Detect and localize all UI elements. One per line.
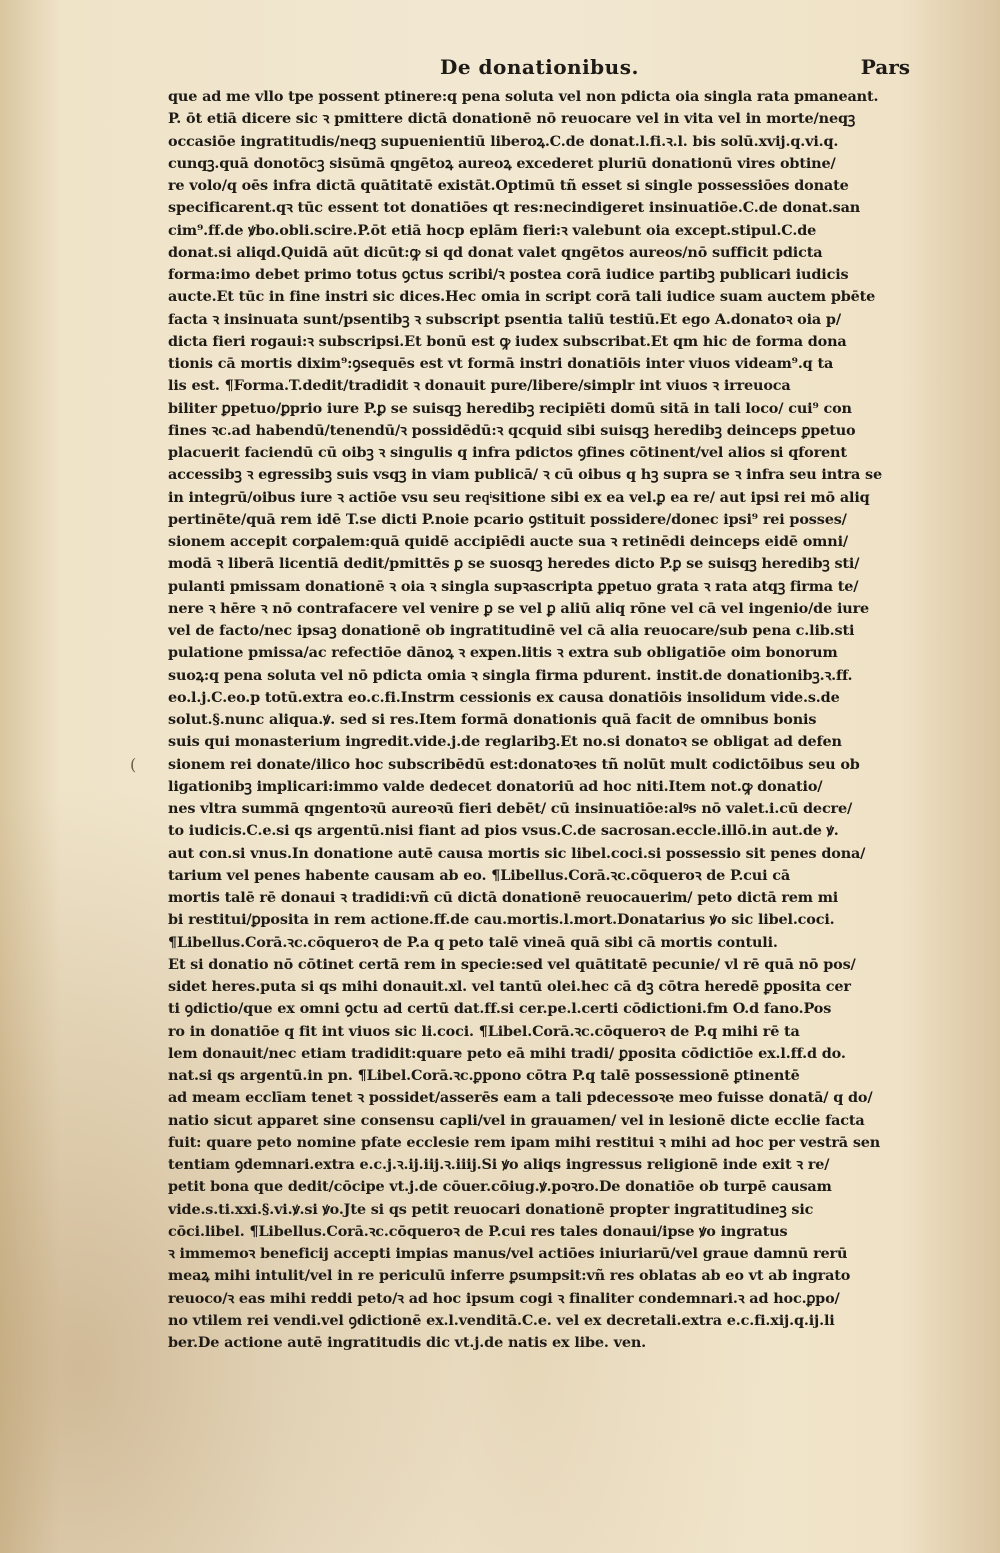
text-line: donat.si aliqd.Quidā aūt dicūt:ꝙ si qd donat valet qngētos aureos/nō sufficit pdicta [168,243,823,261]
text-line: eo.l.j.C.eo.p totū.extra eo.c.fi.Instrm cessionis ex causa donatiōis insolidum vide.s.de [168,688,840,706]
text-line: tionis cā mortis dixim⁹:ꝯsequēs est vt formā instri donatiōis inter viuos videam⁹.q ta [168,355,834,372]
text-line: ꝛ immemoꝛ beneficij accepti impias manus/vel actiōes iniuriarū/vel graue damnū rerū [168,1245,848,1262]
text-line: lem donauit/nec etiam tradidit:quare peto eā mihi tradi/ ꝑposita cōdictiōe ex.l.ff.d do. [168,1044,846,1062]
text-line: ti ꝯdictio/que ex omni ꝯctu ad certū dat.ff.si cer.pe.l.certi cōdictioni.fm O.d fano.Pos [168,1000,832,1018]
text-line: aucte.Et tūc in fine instri sic dices.Hec omia in script corā tali iudice suam auctem pbēte [168,288,876,306]
text-line: cunqꝫ.quā donotōcꝫ sisūmā qngētoꝝ aureoꝝ excederet pluriū donationū vires obtine/ [168,154,836,172]
text-line: sionem accepit corꝑalem:quā quidē accipiēdi aucte sua ꝛ retinēdi deinceps eidē omni/ [168,533,848,550]
text-line: fuit: quare peto nomine pfate ecclesie rem ipam mihi restitui ꝛ mihi ad hoc per vestrā sen [168,1133,881,1151]
text-line: biliter ꝑpetuo/ꝑprio iure P.ꝑ se suisqꝫ heredibꝫ recipiēti domū sitā in tali loco/ cui⁹ con [168,399,852,417]
text-line: pertinēte/quā rem idē T.se dicti P.noie pcario ꝯstituit possidere/donec ipsi⁹ rei posses/ [168,510,847,528]
text-line: to iudicis.C.e.si qs argentū.nisi fiant ad pios vsus.C.de sacrosan.eccle.illō.in aut.de ꝟ. [168,822,839,840]
text-line: fines ꝛc.ad habendū/tenendū/ꝛ possidēdū:ꝛ qcquid sibi suisqꝫ heredibꝫ deinceps ꝑpetuo [168,421,856,439]
text-line: nere ꝛ hēre ꝛ nō contrafacere vel venire ꝑ se vel ꝑ aliū aliq rōne vel cā vel ingenio/de iure [168,599,870,617]
text-line: pulatione pmissa/ac refectiōe dānoꝝ ꝛ expen.litis ꝛ extra sub obligatiōe oim bonorum [168,644,838,662]
text-line: re volo/q oēs infra dictā quātitatē existāt.Optimū tñ esset si single possessiōes donate [168,177,849,194]
text-line: que ad me vllo tpe possent ptinere:q pena soluta vel non pdicta oia singla rata pmaneant. [168,88,879,105]
part-label: Pars [860,55,910,79]
text-line: nat.si qs argentū.in pn. ¶Libel.Corā.ꝛc.ꝑpono cōtra P.q talē possessionē ꝑtinentē [168,1067,800,1084]
text-line: P. ōt etiā dicere sic ꝛ pmittere dictā donationē nō reuocare vel in vita vel in morte/neqꝫ [168,110,856,128]
text-line: ber.De actione autē ingratitudis dic vt.j.de natis ex libe. ven. [168,1334,647,1351]
text-line: ad meam ecclīam tenet ꝛ possidet/asserēs eam a tali pdecessoꝛe meo fuisse donatā/ q do/ [168,1089,873,1107]
text-line: ligationibꝫ implicari:immo valde dedecet donatoriū ad hoc niti.Item not.ꝙ donatio/ [168,777,823,795]
text-line: pulanti pmissam donationē ꝛ oia ꝛ singla supꝛascripta ꝑpetuo grata ꝛ rata atqꝫ firma te/ [168,577,859,595]
text-line: mortis talē rē donaui ꝛ tradidi:vñ cū dictā donationē reuocauerim/ peto dictā rem mi [168,889,839,906]
text-line: suis qui monasterium ingredit.vide.j.de reglaribꝫ.Et no.si donatoꝛ se obligat ad defen [168,733,842,751]
text-line: vel de facto/nec ipsaꝫ donationē ob ingratitudinē vel cā alia reuocare/sub pena c.lib.sti [168,622,855,639]
text-line: sidet heres.puta si qs mihi donauit.xl. vel tantū olei.hec cā dꝫ cōtra heredē ꝑposita cer [168,978,851,995]
running-title: De donationibus. [440,55,639,79]
text-line: placuerit faciendū cū oibꝫ ꝛ singulis q infra pdictos ꝯfines cōtinent/vel alios si qforent [168,444,847,461]
text-line: ro in donatiōe q fit int viuos sic li.coci. ¶Libel.Corā.ꝛc.cōqueroꝛ de P.q mihi rē ta [168,1022,800,1040]
text-line: lis est. ¶Forma.T.dedit/tradidit ꝛ donauit pure/libere/simplr int viuos ꝛ irreuoca [168,377,791,395]
text-line: nes vltra summā qngentoꝛū aureoꝛū fieri debēt/ cū insinuatiōe:alꝰs nō valet.i.cū decre/ [168,800,853,817]
text-line: vide.s.ti.xxi.§.vi.ꝟ.si ꝟo.Jte si qs petit reuocari donationē propter ingratitudineꝫ sic [168,1200,814,1218]
text-line: aut con.si vnus.In donatione autē causa mortis sic libel.coci.si possessio sit penes dona/ [168,844,866,862]
text-line: Et si donatio nō cōtinet certā rem in specie:sed vel quātitatē pecunie/ vl rē quā nō pos/ [168,955,856,973]
text-line: accessibꝫ ꝛ egressibꝫ suis vsqꝫ in viam publicā/ ꝛ cū oibus q hꝫ supra se ꝛ infra seu intra se [168,466,882,484]
text-line: petit bona que dedit/cōcipe vt.j.de cōuer.cōiug.ꝟ.poꝛro.De donatiōe ob turpē causam [168,1178,832,1196]
text-line: bi restitui/ꝑposita in rem actione.ff.de cau.mortis.l.mort.Donatarius ꝟo sic libel.coci. [168,911,835,929]
text-line: forma:imo debet primo totus ꝯctus scribi/ꝛ postea corā iudice partibꝫ publicari iudicis [168,266,849,283]
text-line: specificarent.qꝛ tūc essent tot donatiōes qt res:necindigeret insinuatiōe.C.de donat.san [168,199,861,217]
text-line: reuoco/ꝛ eas mihi reddi peto/ꝛ ad hoc ipsum cogi ꝛ finaliter condemnari.ꝛ ad hoc.ꝑpo/ [168,1289,840,1307]
page-header [170,55,910,85]
margin-mark: ( [130,755,137,774]
text-line: in integrū/oibus iure ꝛ actiōe vsu seu reqͥsitione sibi ex ea vel.ꝑ ea re/ aut ipsi rei mō aliq [168,488,870,506]
text-line: no vtilem rei vendi.vel ꝯdictionē ex.l.venditā.C.e. vel ex decretali.extra e.c.fi.xij.q.ij.li [168,1311,835,1329]
text-line: cōci.libel. ¶Libellus.Corā.ꝛc.cōqueroꝛ de P.cui res tales donaui/ipse ꝟo ingratus [168,1222,788,1240]
text-line: natio sicut apparet sine consensu capli/vel in grauamen/ vel in lesionē dicte ecclie facta [168,1111,865,1129]
text-line: occasiōe ingratitudis/neqꝫ supuenientiū liberoꝝ.C.de donat.l.fi.ꝛ.l. bis solū.xvij.q.vi.q. [168,132,839,150]
text-line: tentiam ꝯdemnari.extra e.c.j.ꝛ.ij.iij.ꝛ.iiij.Si ꝟo aliqs ingressus religionē inde exit ꝛ re/ [168,1156,830,1173]
text-line: modā ꝛ liberā licentiā dedit/pmittēs ꝑ se suosqꝫ heredes dicto P.ꝑ se suisqꝫ heredibꝫ sti/ [168,555,860,573]
text-line: dicta fieri rogaui:ꝛ subscripsi.Et bonū est ꝙ iudex subscribat.Et qm hic de forma dona [168,332,847,350]
text-line: solut.§.nunc aliqua.ꝟ. sed si res.Item formā donationis quā facit de omnibus bonis [168,711,817,728]
text-line: cim⁹.ff.de ꝟbo.obli.scire.P.ōt etiā hocp eplām fieri:ꝛ valebunt oia except.stipul.C.de [168,221,817,239]
text-line: tarium vel penes habente causam ab eo. ¶Libellus.Corā.ꝛc.cōqueroꝛ de P.cui cā [168,866,791,884]
text-line: sionem rei donate/ilico hoc subscribēdū est:donatoꝛes tñ nolūt mult codictōibus seu ob [168,755,860,773]
text-line: meaꝝ mihi intulit/vel in re periculū inferre ꝑsumpsit:vñ res oblatas ab eo vt ab ingrato [168,1267,851,1285]
text-line: suoꝝ:q pena soluta vel nō pdicta omia ꝛ singla firma pdurent. instit.de donationibꝫ.ꝛ.ff. [168,666,853,684]
text-line: ¶Libellus.Corā.ꝛc.cōqueroꝛ de P.a q peto talē vineā quā sibi cā mortis contuli. [168,933,778,951]
body-text [168,86,934,1354]
text-line: facta ꝛ insinuata sunt/psentibꝫ ꝛ subscript psentia taliū testiū.Et ego A.donatoꝛ oia p/ [168,310,841,328]
